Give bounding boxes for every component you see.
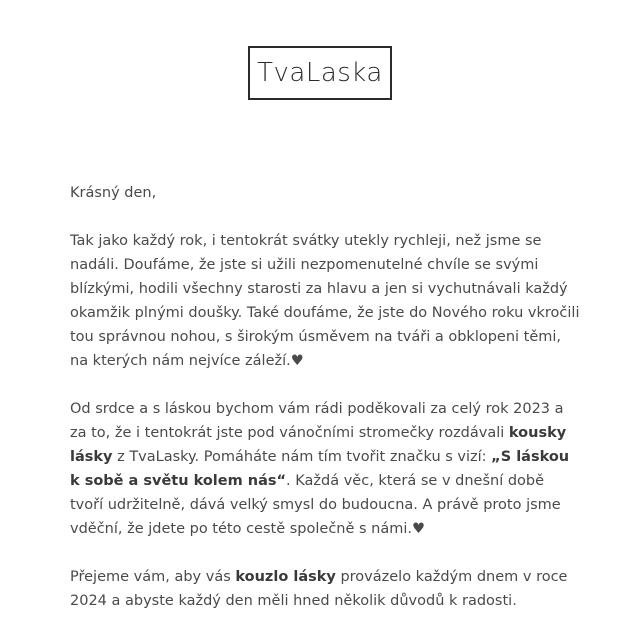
brand-logo-text: TvaLaska [257, 58, 383, 88]
greeting: Krásný den, [70, 185, 157, 201]
highlight-vision: „S láskou k sobě a světu kolem nás“ [70, 449, 570, 489]
brand-logo[interactable] [248, 46, 392, 100]
highlight-kousky-lasky: kousky lásky [70, 425, 567, 465]
paragraph-thanks: Od srdce a s láskou bychom vám rádi poděkovali za celý rok 2023 a za to, že i tentokrát jste pod vánočními stromečky rozdávali kousky lásky z TvaLasky. Pomáháte nám tím tvořit značku s vizí: „S láskou k sobě a světu kolem nás“. Každá věc, která se v dnešní době tvoří udržitelně, dává velký smysl do budoucna. A právě proto jsme vděční, že jdete po této cestě společně s námi.♥ [70, 401, 570, 537]
letter-body [70, 181, 580, 637]
header [0, 46, 640, 100]
paragraph-wishes: Přejeme vám, aby vás kouzlo lásky provázelo každým dnem v roce 2024 a abyste každý den měli hned několik důvodů k radosti. [70, 569, 568, 609]
paragraph-intro: Tak jako každý rok, i tentokrát svátky utekly rychleji, než jsme se nadáli. Doufáme, že jste si užili nezpomenutelné chvíle se svými blízkými, hodili všechny starosti za hlavu a jen si vychutnávali každý okamžik plnými doušky. Také doufáme, že jste do Nového roku vkročili tou správnou nohou, s širokým úsměvem na tváři a obklopeni těmi, na kterých nám nejvíce záleží.♥ [70, 233, 580, 369]
highlight-kouzlo-lasky: kouzlo lásky [235, 569, 336, 585]
